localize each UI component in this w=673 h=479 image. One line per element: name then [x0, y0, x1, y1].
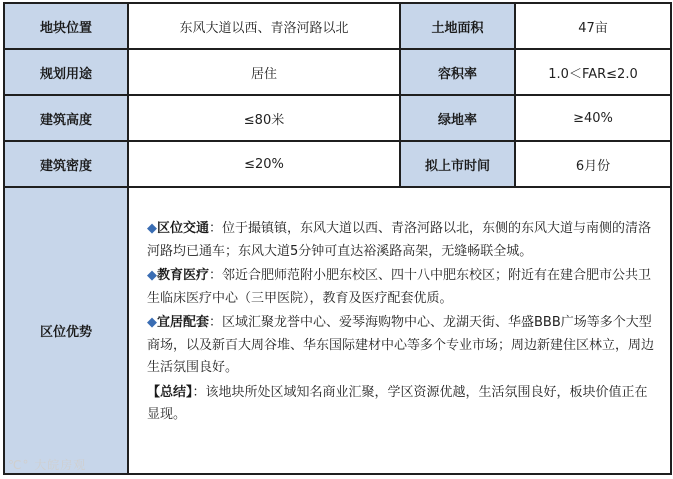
- summary-text: ：该地块所处区域知名商业汇聚，学区资源优越，生活氛围良好，板块价值正在显现。: [147, 384, 648, 422]
- value-usage: 居住: [128, 49, 400, 95]
- label-location: 地块位置: [4, 3, 128, 49]
- advantage-description: [128, 187, 671, 474]
- value-far: 1.0＜FAR≤2.0: [515, 49, 671, 95]
- value-land-area: 47亩: [515, 3, 671, 49]
- label-height: 建筑高度: [4, 95, 128, 141]
- summary-paragraph: [147, 382, 656, 427]
- value-green-ratio: ≥40%: [515, 95, 671, 141]
- label-density: 建筑密度: [4, 141, 128, 187]
- table-row: [4, 187, 671, 474]
- education-paragraph: [147, 265, 656, 310]
- table-row: [4, 95, 671, 141]
- table-row: [4, 3, 671, 49]
- diamond-bullet-icon: ◆: [147, 315, 157, 330]
- label-listing-time: 拟上市时间: [400, 141, 515, 187]
- label-usage: 规划用途: [4, 49, 128, 95]
- value-listing-time: 6月份: [515, 141, 671, 187]
- diamond-bullet-icon: ◆: [147, 268, 157, 283]
- living-title: 宜居配套: [157, 315, 210, 330]
- traffic-text: ：位于撮镇镇，东风大道以西、青洛河路以北，东侧的东风大道与南侧的清洛河路均已通车；东风大道5分钟可直达裕溪路高架，无缝畅联全城。: [147, 221, 652, 259]
- value-location: 东风大道以西、青洛河路以北: [128, 3, 400, 49]
- watermark: ℃° 大皖房观: [8, 458, 87, 472]
- label-far: 容积率: [400, 49, 515, 95]
- land-info-table: [3, 2, 672, 475]
- value-density: ≤20%: [128, 141, 400, 187]
- living-text: ：区域汇聚龙誉中心、爱琴海购物中心、龙湖天街、华盛BBB广场等多个大型商场，以及新百大周谷堆、华东国际建材中心等多个专业市场；周边新建住区林立，周边生活氛围良好。: [147, 315, 655, 375]
- summary-title: 【总结】: [147, 384, 193, 400]
- diamond-bullet-icon: ◆: [147, 221, 157, 236]
- value-height: ≤80米: [128, 95, 400, 141]
- table-row: [4, 49, 671, 95]
- traffic-title: 区位交通: [157, 221, 210, 236]
- education-title: 教育医疗: [157, 268, 210, 283]
- label-land-area: 土地面积: [400, 3, 515, 49]
- watermark-logo-icon: ℃°: [8, 458, 35, 472]
- label-advantage: 区位优势: [4, 187, 128, 474]
- table-row: [4, 141, 671, 187]
- education-text: ：邻近合肥师范附小肥东校区、四十八中肥东校区；附近有在建合肥市公共卫生临床医疗中心（三甲医院），教育及医疗配套优质。: [147, 268, 652, 306]
- living-paragraph: [147, 312, 656, 380]
- traffic-paragraph: [147, 218, 656, 263]
- label-green-ratio: 绿地率: [400, 95, 515, 141]
